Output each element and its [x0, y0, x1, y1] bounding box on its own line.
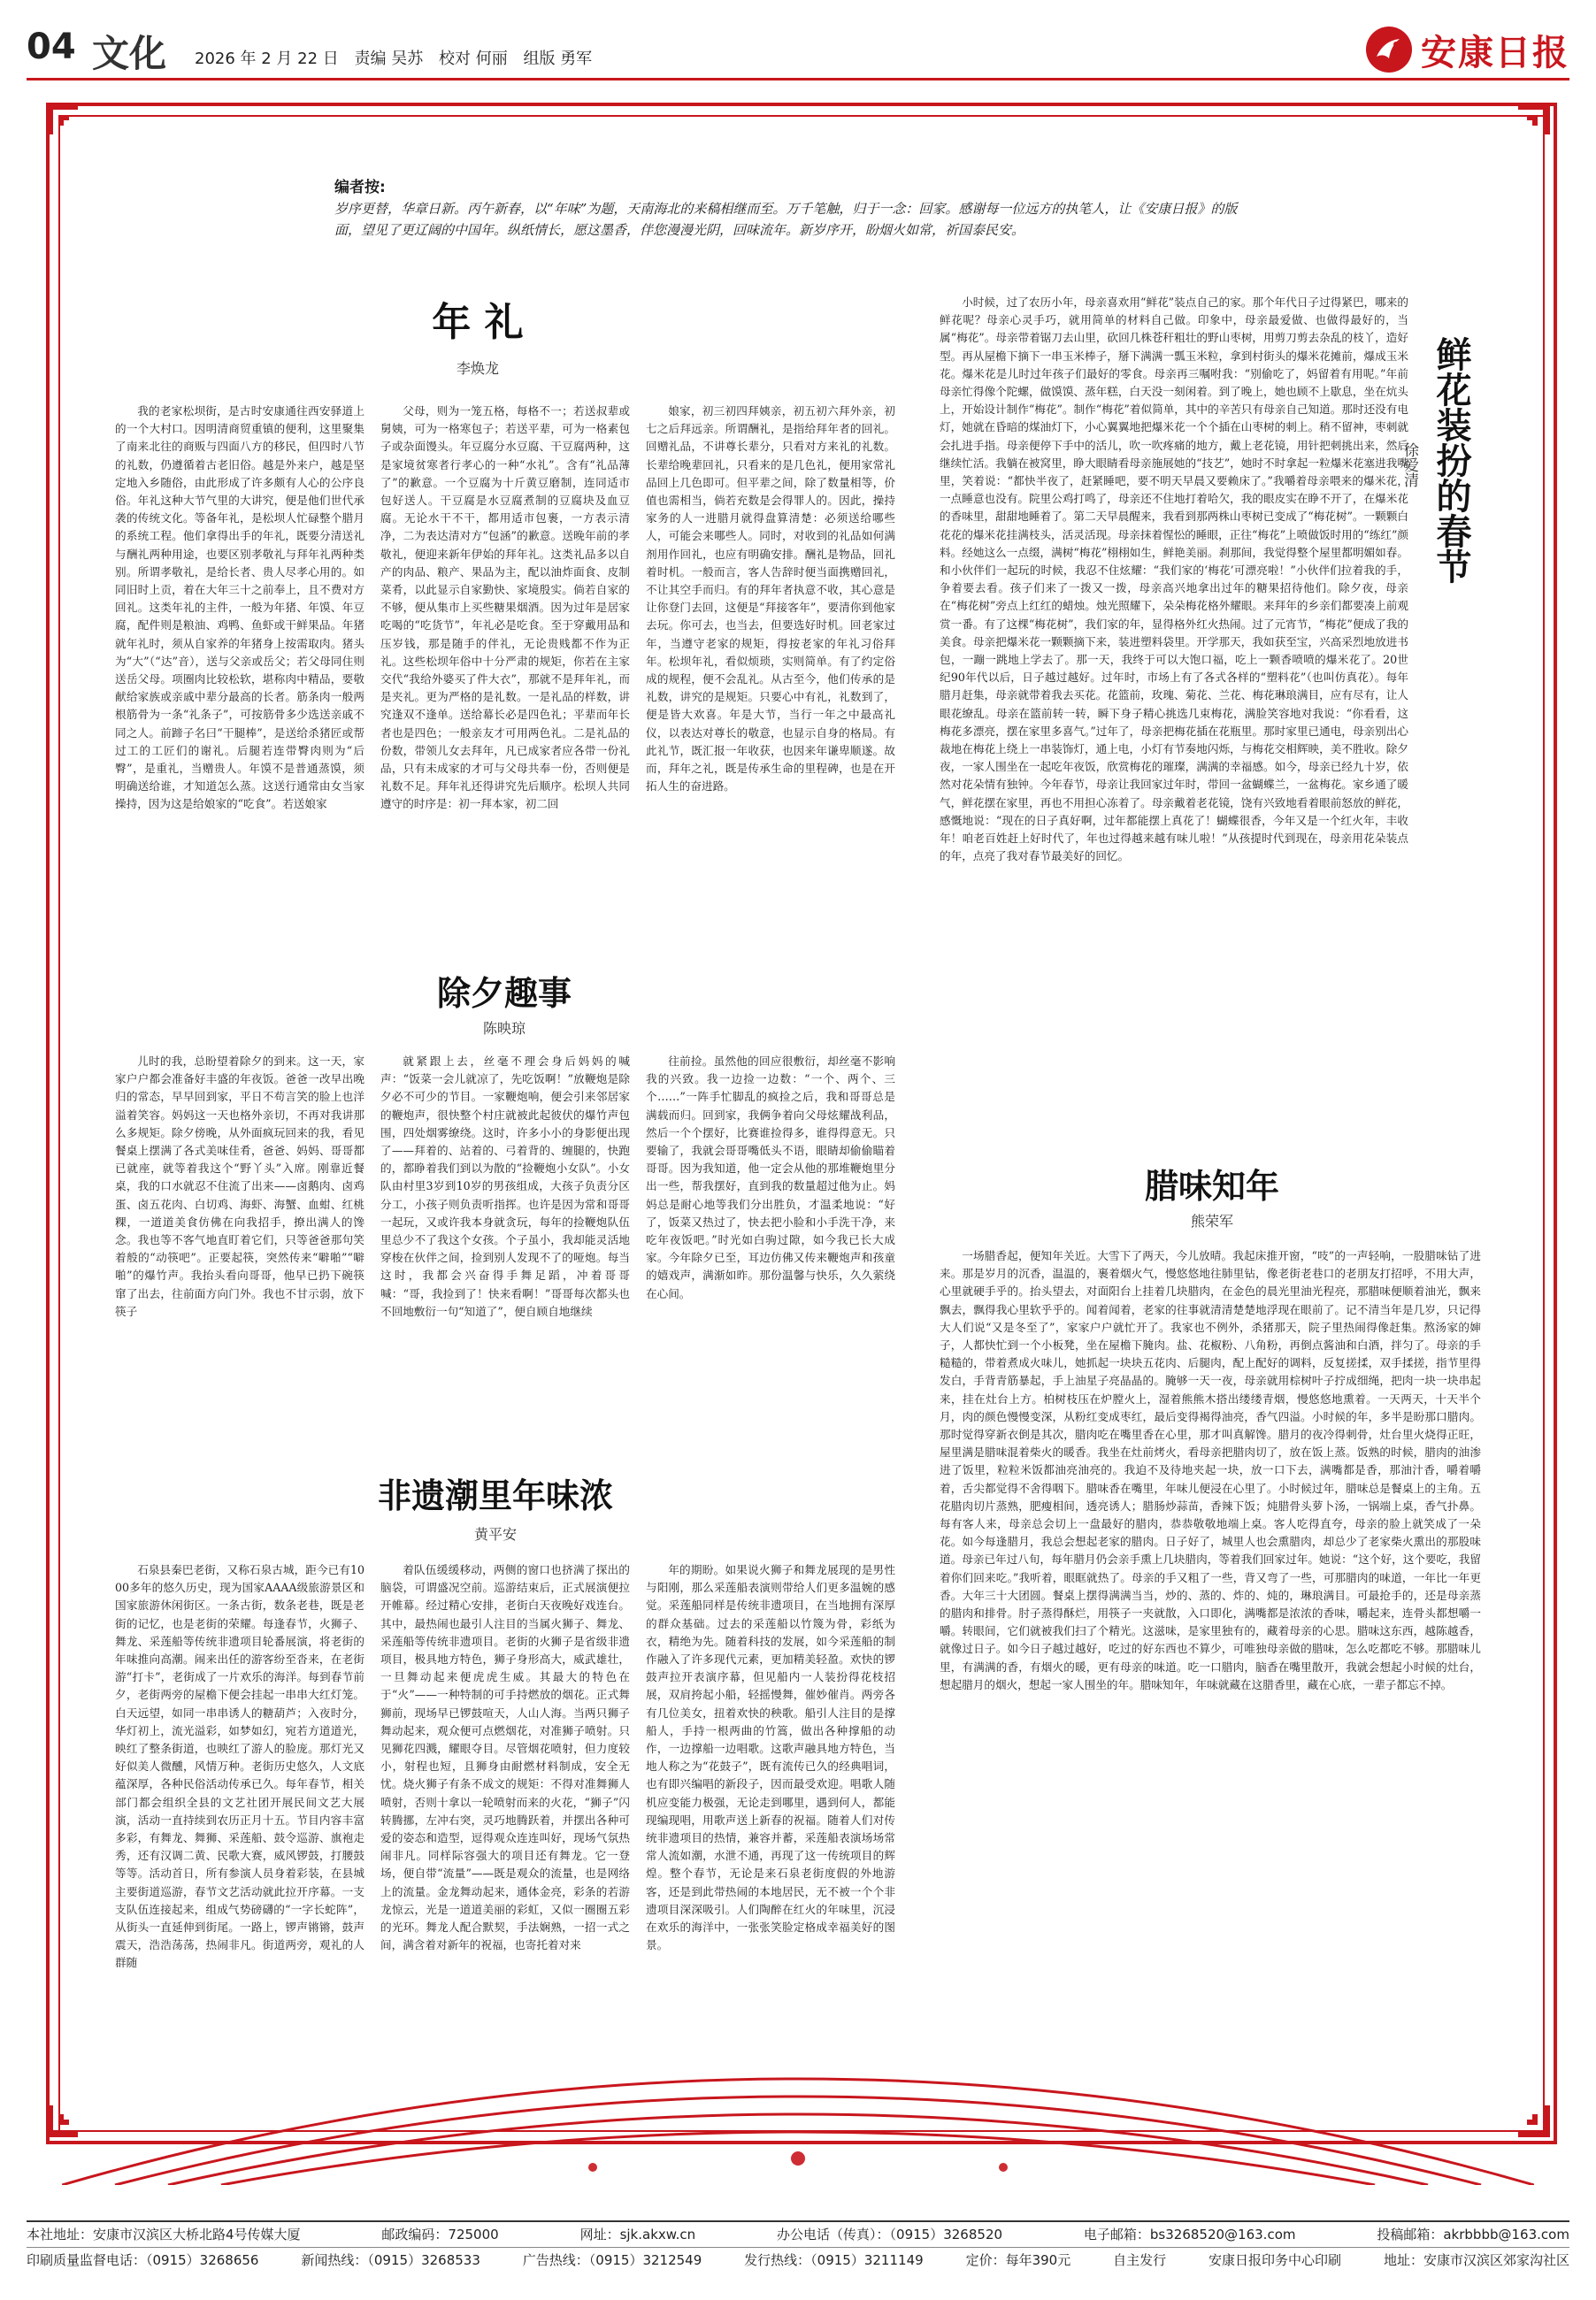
article-body-chuxi-col1: 儿时的我，总盼望着除夕的到来。这一天，家家户户都会准备好丰盛的年夜饭。爸爸一改早出晚归的常态，早早回到家，平日不苟言笑的脸上也洋溢着笑容。妈妈这一天也格外亲切，不再对我讲那么多规矩。除夕傍晚，从外面疯玩回来的我，看见餐桌上摆满了各式美味佳肴，爸爸、妈妈、哥哥都已就座，就等着我这个“野丫头”入席。刚靠近餐桌，我的口水就忍不住流了出来——卤鹅肉、卤鸡蛋、卤五花肉、白切鸡、海虾、海蟹、血蚶、红桃粿，一道道美食仿佛在向我招手，撩出满人的馋念。我也等不客气地直盯着它们，只等爸爸那句笑着般的“动筷吧”。正要起筷，突然传来“噼啪”“噼啪”的爆竹声。我抬头看向哥哥，他早已扔下碗筷窜了出去，往前面方向门外。我也不甘示弱，放下筷子	[115, 1054, 364, 1318]
footer-email: 电子邮箱：bs3268520@163.com	[1083, 2227, 1296, 2242]
footer-quality-phone: 印刷质量监督电话：（0915）3268656	[27, 2252, 259, 2268]
footer-ad-hotline: 广告热线：（0915）3212549	[522, 2252, 702, 2268]
footer-website: 网址：sjk.akxw.cn	[579, 2227, 696, 2242]
footer-distribution-hotline: 发行热线：（0915）3211149	[744, 2252, 924, 2268]
footer-row-hotlines	[27, 2247, 1569, 2273]
footer-address: 本社地址：安康市汉滨区大桥北路4号传媒大厦	[27, 2227, 301, 2242]
article-body-xianhua: 小时候，过了农历小年，母亲喜欢用“鲜花”装点自己的家。那个年代日子过得紧巴，哪来的鲜花呢？母亲心灵手巧，就用简单的材料自己做。印象中，母亲最爱做、也做得最好的，当属“梅花”。母亲带着锯刀去山里，砍回几株苍秆粗壮的野山枣树，用剪刀剪去杂乱的枝丫，造好型。再从屋檐下摘下一串玉米棒子，掰下满满一瓢玉米粒，拿到村街头的爆米花摊前，爆成玉米花。爆米花是儿时过年孩子们最好的零食。母亲再三嘱咐我：“别偷吃了，妈留着有用呢。”年前母亲忙得像个陀螺，做馍馍、蒸年糕，白天没一刻闲着。到了晚上，她也顾不上歇息，坐在炕头上，开始设计制作“梅花”。制作“梅花”着似简单，其中的辛苦只有母亲自己知道。那时还没有电灯，她就在昏暗的煤油灯下，小心翼翼地把爆米花一个个插在山枣树的刺上。稍不留神，枣刺就会扎进手指。母亲便停下手中的活儿，吹一吹疼痛的地方，戴上老花镜，用针把刺挑出来，然后继续忙活。我躺在被窝里，睁大眼睛看母亲施展她的“技艺”，她时不时拿起一粒爆米花塞进我嘴里，笑着说：“都快半夜了，赶紧睡吧，要不明天早晨又要赖床了。”我嚼着母亲喂来的爆米花，一点睡意也没有。院里公鸡打鸣了，母亲还不住地打着哈欠，我的眼皮实在睁不开了，在爆米花的香味里，甜甜地睡着了。第二天早晨醒来，我看到那两株山枣树已变成了“梅花树”。一颗颗白花花的爆米花挂满枝头，活灵活现。母亲抹着惺忪的睡眼，正往“梅花”上喷做饭时用的“练红”颜料。经她这么一点缀，满树“梅花”栩栩如生，鲜艳美丽。刹那间，我觉得整个屋里都明媚如春。和小伙伴们一起玩的时候，我忍不住炫耀：“我们家的‘梅花’可漂亮啦！”小伙伴们拉着我的手，争着要去看。孩子们来了一拨又一拨，母亲高兴地拿出过年的糖果招待他们。除夕夜，母亲在“梅花树”旁点上红红的蜡烛。烛光照耀下，朵朵梅花格外耀眼。来拜年的乡亲们都要凑上前观赏一番。有了这棵“梅花树”，我们家的年，显得格外红火热闹。过了元宵节，“梅花”便成了我的美食。母亲把爆米花一颗颗摘下来，装进塑料袋里。开学那天，我如获至宝，兴高采烈地放进书包，一蹦一跳地上学去了。那一天，我终于可以大饱口福，吃上一颗香喷喷的爆米花了。20世纪90年代以后，日子越过越好。过年时，市场上有了各式各样的“塑料花”（也叫仿真花）。每年腊月赶集，母亲就带着我去买花。花篮前，玫瑰、菊花、兰花、梅花琳琅满目，应有尽有，让人眼花缭乱。母亲在篮前转一转，瞬下身子精心挑选几束梅花，满脸笑容地对我说：“你看看，这梅花多漂亮，摆在家里多喜气。”过年了，母亲把梅花插在花瓶里。那时家里已通电，母亲别出心裁地在梅花上绕上一串装饰灯，通上电，小灯有节奏地闪烁，与梅花交相辉映，美不胜收。除夕夜，一家人围坐在一起吃年夜饭，欣赏梅花的璀璨，满满的幸福感。如今，母亲已经九十岁，依然对花朵情有独钟。今年春节，母亲让我回家过年时，带回一盆蝴蝶兰，一盆梅花。家乡通了暖气，鲜花摆在家里，再也不用担心冻着了。母亲戴着老花镜，饶有兴致地看着眼前怒放的鲜花，感慨地说：“现在的日子真好啊，过年都能摆上真花了！蝴蝶很香，今年又是一个红火年，丰收年！咱老百姓赶上好时代了，年也过得越来越有味儿啦！”从孩提时代到现在，母亲用花朵装点的年，点亮了我对春节最美好的回忆。	[940, 295, 1408, 863]
corner-ornament-icon	[42, 99, 92, 149]
article-author-nianli: 李焕龙	[456, 360, 499, 377]
article-title-chuxi: 除夕趣事	[436, 974, 572, 1013]
editor-note-text: 岁序更替，华章日新。丙午新春，以“年味”为题，天南海北的来稿相继而至。万千笔触，归于一念：回家。感谢每一位远方的执笔人，让《安康日报》的版面，望见了更辽阔的中国年。纵纸情长，愿这墨香，伴您漫漫光阴，回味流年。新岁序开，盼烟火如常，祈国泰民安。	[334, 201, 1238, 238]
page-footer	[27, 2220, 1569, 2273]
editor-credit: 责编 吴苏	[354, 50, 424, 68]
article-body-feiyi-col2: 着队伍缓缓移动，两侧的窗口也挤满了探出的脑袋，可谓盛况空前。巡游结束后，正式展演便拉开帷幕。经过精心安排，老街白天夜晚好戏连台。其中，最热闹也最引人注目的当属火狮子、舞龙、采莲船等传统非遗项目。老街的火狮子是省级非遗项目，极具地方特色，狮子身形高大，威武雄壮，一旦舞动起来便虎虎生威。其最大的特色在于“火”——一种特制的可手持燃放的烟花。正式舞狮前，现场早已锣鼓喧天，人山人海。当两只狮子舞动起来，观众便可点燃烟花，对准狮子喷射。只见狮花四溅，耀眼夺目。尽管烟花喷射，但力度较小，射程也短，且狮身由耐燃材料制成，安全无忧。烧火狮子有条不成文的规矩：不得对准舞狮人喷射，否则十拿以一轮喷射而来的火花，“狮子”闪转腾挪，左冲右突，灵巧地腾跃着，并摆出各种可爱的姿态和造型，逗得观众连连叫好，现场气氛热闹非凡。同样际容强大的项目还有舞龙。它一登场，便自带“流量”——既是观众的流量，也是网络上的流量。金龙舞动起来，通体金亮，彩条的若游龙惊云，光是一道道美丽的彩虹，又似一圈圈五彩的光环。舞龙人配合默契，手法娴熟，一招一式之间，满含着对新年的祝福，也寄托着对来	[380, 1563, 630, 1952]
footer-printer-address: 地址：安康市汉滨区郊家沟社区	[1383, 2252, 1569, 2268]
article-body-nianli-col2: 父母，则为一笼五格，每格不一；若送叔辈或舅姨，可为一格寒包子；若送平辈，可为一格素包子或杂面馒头。年豆腐分水豆腐、干豆腐两种，这是家境贫寒者行孝心的一种“水礼”。含有“礼品薄了”的歉意。一个豆腐为十斤黄豆磨制，连同适市包好送人。干豆腐是水豆腐煮制的豆腐块及血豆腐。无论水干不干，都用适市包裹，一方表示清净，二为表达清对方“包涵”的歉意。送晚年前的孝敬礼，便迎来新年伊始的拜年礼。这类礼品多以自产的肉品、粮产、果品为主，配以油炸面食、皮制菜肴，以此显示自家勤快、家境殷实。倘若自家的不够，便从集市上买些糖果烟酒。因为过年是居家吃喝的“吃货节”，年礼必是吃食。至于穿戴用品和压岁钱，那是随手的伴礼，无论贵贱都不作为正礼。这些松坝年俗中十分严肃的规矩，你若在主家交代“我给外婆买了件大衣”，那就不是拜年礼，而是夹礼。更为严格的是礼数。一是礼品的样数，讲究逢双不逢单。送给幕长必是四色礼；平辈而年长者也是四色；一般亲友才可用两色礼。二是礼品的份数，带领儿女去拜年，凡已成家者应各带一份礼品，只有未成家的才可与父母共奉一份，否则便是礼数不足。拜年礼还得讲究先后顺序。松坝人共同遵守的时序是：初一拜本家，初二回	[380, 404, 630, 811]
page-meta	[195, 46, 602, 69]
footer-price: 定价：每年390元	[965, 2252, 1071, 2268]
fan-ornament-icon	[62, 2061, 1534, 2185]
footer-postcode: 邮政编码：725000	[381, 2227, 499, 2242]
newspaper-logo	[1364, 25, 1569, 74]
article-author-chuxi: 陈映琼	[482, 1020, 526, 1037]
article-body-feiyi-col1: 石泉县秦巴老街，又称石泉古城，距今已有1000多年的悠久历史，现为国家AAAA级旅游景区和国家旅游休闲街区。一条古街，数条老巷，既是老街的记忆，也是老街的荣耀。每逢春节，火狮子、舞龙、采莲船等传统非遗项目轮番展演，将老街的年味推向高潮。闹来出任的游客纷至沓来，在老街游“打卡”，老街成了一片欢乐的海洋。每到春节前夕，老街两旁的屋檐下便会挂起一串串大红灯笼。白天远望，如同一串串诱人的糖葫芦；入夜时分，华灯初上，流光溢彩，如梦如幻，宛若方道道光，映红了整条街道，也映红了游人的脸庞。那灯光又好似美人微醺，风情万种。老街历史悠久，人文底蕴深厚，各种民俗活动传承已久。每年春节，相关部门都会组织全县的文艺社团开展民间文艺大展演，活动一直持续到农历正月十五。节目内容丰富多彩，有舞龙、舞狮、采莲船、鼓令巡游、旗袍走秀，还有汉调二黄、民歌大赛，威风锣鼓，打腰鼓等等。活动首日，所有参演人员身着彩装，在县城主要街道巡游，春节文艺活动就此拉开序幕。一支支队伍连接起来，组成气势磅礴的“一字长蛇阵”，从街头一直延伸到街尾。一路上，锣声锵锵，鼓声震天，浩浩荡荡，热闹非凡。街道两旁，观礼的人群随	[115, 1563, 364, 1970]
footer-news-hotline: 新闻热线：（0915）3268533	[301, 2252, 480, 2268]
footer-self-distribution: 自主发行	[1113, 2252, 1167, 2268]
proofreader-credit: 校对 何丽	[438, 50, 508, 68]
article-title-larou: 腊味知年	[1144, 1167, 1279, 1206]
article-body-chuxi-col3: 往前捡。虽然他的回应很敷衍，却丝毫不影响我的兴致。我一边捡一边数：“一个、两个、三个……”一阵手忙脚乱的疯捡之后，我和哥哥总是满载而归。回到家，我俩争着向父母炫耀战利品，然后一个个摆好，比赛谁捡得多，谁得得意无。只要输了，我就会哥哥嘴低头不语，眼睛却偷偷瞄着哥哥。因为我知道，他一定会从他的那堆鞭炮里分出一些，帮我摆好，直到我的数量超过他为止。妈妈总是耐心地等我们分出胜负，才温柔地说：“好了，饭菜又热过了，快去把小脸和小手洗干净，来吃年夜饭吧。”时光如白驹过隙，如今我已长大成家。今年除夕已至，耳边仿佛又传来鞭炮声和孩童的嬉戏声，满渐如昨。那份温馨与快乐，久久萦绕在心间。	[646, 1054, 895, 1300]
editor-note-label: 编者按:	[334, 179, 386, 196]
page-masthead	[27, 19, 1569, 80]
article-body-larou: 一场腊香起，便知年关近。大雪下了两天，今儿放晴。我起床推开窗，“吱”的一声轻响，一股腊味钻了进来。那是岁月的沉香，温温的，裹着烟火气，慢悠悠地往肺里钻，像老街老巷口的老朋友打招呼，不用大声，心里就硬手乎的。抬头望去，对面阳台上挂着几块腊肉，在金色的晨光里油光程亮，那腊味便顺着油光，飘来飘去，飘得我心里软乎乎的。闻着闻着，老家的往事就清清楚楚地浮现在眼前了。记不清当年是几岁，只记得大人们说“又是冬至了”，家家户户就忙开了。我家也不例外，杀猪那天，院子里热闹得像赶集。熬汤家的婶子，人都快忙到一个小板凳，坐在屋檐下腌肉。盐、花椒粉、八角粉，再倒点酱油和白酒，拌匀了。母亲的手糙糙的，带着煮成火味儿，她抓起一块块五花肉、后腿肉，配上配好的调料，反复搓揉，双手揉搓，指节里得发白，手背青筋暴起，手上油星子亮晶晶的。腌够一天一夜，母亲就用棕树叶子拧成细绳，把肉一块一块串起来，挂在灶台上方。柏树枝压在炉膛火上，湿着熊熊木搭出缕缕青烟，慢悠悠地熏着。一天两天，十天半个月，肉的颜色慢慢变深，从粉红变成枣红，最后变得褐得油亮，香气四溢。小时候的年，多半是盼那口腊肉。那时觉得穿新衣倒是其次，腊肉吃在嘴里香在心里，那才叫真解馋。腊月的夜冷得刺骨，灶台里火烧得正旺，屋里满是腊味混着柴火的暖香。我坐在灶前烤火，看母亲把腊肉切了，放在饭上蒸。饭熟的时候，腊肉的油渗进了饭里，粒粒米饭都油亮油亮的。我迫不及待地夹起一块，放一口下去，满嘴都是香，那油汁香，嚼着嚼着，舌尖都觉得不舍得咽下。腊味香在嘴里，年味儿便浸在心里了。小时候过年，腊味总是餐桌上的主角。五花腊肉切片蒸熟，肥瘦相间，透亮诱人；腊肠炒蒜苗，香辣下饭；炖腊骨头萝卜汤，一锅端上桌，香气扑鼻。每有客人来，母亲总会切上一盘最好的腊肉，恭恭敬敬地端上桌。客人吃得直夸，母亲的脸上就笑成了一朵花。如今每逢腊月，我总会想起老家的腊肉。日子好了，城里人也会熏腊肉，却总少了老家柴火熏出的那股味道。母亲已年过八旬，每年腊月仍会亲手熏上几块腊肉，等着我们回家过年。她说：“这个好，这个要吃，我留着你们回来吃。”我听着，眼眶就热了。母亲的手又粗了一些，背又弯了一些，可那腊肉的味道，一年比一年更香。大年三十大团圆。餐桌上摆得满满当当，炒的、蒸的、炸的、炖的，琳琅满目。可最抢手的，还是母亲蒸的腊肉和排骨。肘子蒸得酥烂，用筷子一夹就散，入口即化，满嘴都是浓浓的香味，嚼起来，连骨头都想嚼一嚼。转眼间，它们就被我们扫了个精光。这滋味，是家里独有的，藏着母亲的心思。腊味这东西，越陈越香，就像过日子。如今日子越过越好，吃过的好东西也不算少，可唯独母亲做的腊味，怎么吃都吃不够。那腊味儿里，有满满的香，有烟火的暖，更有母亲的味道。吃一口腊肉，脑香在嘴里散开，我就会想起小时候的灶台，想起腊月的烟火，想起一家人围坐的年。腊味知年，年味就藏在这腊香里，藏在心底，一辈子都忘不掉。	[940, 1249, 1481, 1691]
footer-row-contacts	[27, 2222, 1569, 2247]
newspaper-name: 安康日报	[1421, 31, 1569, 73]
article-body-feiyi-col3: 年的期盼。如果说火狮子和舞龙展现的是男性与阳刚，那么采莲船表演则带给人们更多温婉的感觉。采莲船同样是传统非遗项目，在当地拥有深厚的群众基础。过去的采莲船以竹篾为骨，彩纸为衣，精绝为先。随着科技的发展，如今采莲船的制作融入了许多现代元素，更加精美轻盈。欢快的锣鼓声拉开表演序幕，但见船内一人装扮得花枝招展，双肩挎起小船，轻摇慢舞，催妙催肖。两旁各有几位美女，扭着欢快的秧歌。船引人注目的是撑船人，手持一根两曲的竹篙，做出各种撑船的动作，一边撑船一边唱歌。这歌声融具地方特色，当地人称之为“花鼓子”，既有流传已久的经典唱词，也有即兴编唱的新段子，因而最受欢迎。唱歌人随机应变能力极强，无论走到哪里，遇到何人，都能现编现唱，用歌声送上新春的祝福。随着人们对传统非遗项目的热情，兼容并蓄，采莲船表演场场常常人流如潮，水泄不通，再现了这一传统项目的辉煌。整个春节，无论是来石泉老街度假的外地游客，还是到此带热闹的本地居民，无不被一个个非遗项目深深吸引。人们陶醉在红火的年味里，沉浸在欢乐的海洋中，一张张笑脸定格成幸福美好的图景。	[646, 1563, 895, 1952]
article-title-feiyi: 非遗潮里年味浓	[377, 1476, 613, 1515]
corner-ornament-icon	[1504, 99, 1554, 149]
article-title-nianli: 年 礼	[432, 300, 524, 345]
editor-note	[334, 177, 1258, 241]
article-title-xianhua: 鲜花装扮的春节	[1431, 336, 1471, 584]
logo-emblem-icon	[1364, 25, 1414, 74]
footer-submission-email: 投稿邮箱：akrbbbb@163.com	[1377, 2227, 1569, 2242]
article-body-chuxi-col2: 就紧跟上去，丝毫不理会身后妈妈的喊声：“饭菜一会儿就凉了，先吃饭啊！”放鞭炮是除夕必不可少的节目。一家鞭炮响，便会引来邻居家的鞭炮声，很快整个村庄就被此起彼伏的爆竹声包围，四处烟雾缭绕。这时，许多小小的身影便出现了——拜着的、站着的、弓着背的、缠腿的，快跑的，都睁着我们到以为散的“捡鞭炮小女队”。小女队由村里3岁到10岁的男孩组成，大孩子负责分区分工，小孩子则负责听指挥。也许是因为常和哥哥一起玩，又或许我本身就贪玩，每年的捡鞭炮队伍里总少不了我这个女孩。个子虽小，我却能灵活地穿梭在伙伴之间，捡到别人发现不了的哑炮。每当这时，我都会兴奋得手舞足蹈，冲着哥哥喊：“哥，我捡到了！快来看啊！”哥哥每次都头也不回地敷衍一句“知道了”，便自顾自地继续	[380, 1054, 630, 1318]
section-name: 文化	[92, 32, 167, 75]
article-body-nianli-col3: 娘家，初三初四拜姨亲，初五初六拜外亲，初七之后拜远亲。所谓酬礼，是指给拜年者的回礼。回赠礼品，不讲尊长辈分，只看对方来礼的礼数。长辈给晚辈回礼，只看来的是几色礼，便用家常礼品回上几色即可。但平辈之间，除了数量相等，价值也需相当，倘若充数是会得罪人的。因此，操持家务的人一进腊月就得盘算清楚：必须送给哪些人，可能会来哪些人。同时，对收到的礼品如何满剂用作回礼，也应有明确安排。酬礼是物品，回礼着时机。一般而言，客人告辞时便当面携赠回礼，不让其空手而归。有的拜年者执意不收，其心意是让你登门去回，这便是“拜接客年”，要清你到他家去玩。你可去，也当去，但要选好时机。回老家过年，当遵守老家的规矩，得按老家的年礼习俗拜年。松坝年礼，看似烦琐，实则简单。有了约定俗成的规程，便不会乱礼。从古至今，他们传承的是礼数，讲究的是规矩。只要心中有礼，礼数到了，便是皆大欢喜。年是大节，当行一年之中最高礼仪，以表达对尊长的敬意，也显示自身的格局。有此礼节，既汇报一年收获，也因来年谦卑顺遂。故而，拜年之礼，既是传承生命的里程碑，也是在开拓人生的奋进路。	[646, 404, 895, 794]
article-author-feiyi: 黄平安	[473, 1526, 517, 1543]
article-author-xianhua: 徐爱清	[1400, 442, 1418, 487]
footer-printer: 安康日报印务中心印刷	[1209, 2252, 1342, 2268]
issue-date: 2026 年 2 月 22 日	[195, 50, 339, 68]
layout-credit: 组版 勇军	[523, 50, 593, 68]
footer-office-phone: 办公电话（传真）：（0915）3268520	[777, 2227, 1003, 2242]
article-author-larou: 熊荣军	[1190, 1213, 1233, 1230]
page-number: 04	[27, 27, 76, 67]
article-body-nianli-col1: 我的老家松坝街，是古时安康通往西安驿道上的一个大村口。因明清商贸重镇的便利，这里聚集了南来北往的商贩与四面八方的移民，但四时八节的礼数，仍遵循着古老旧俗。越是外来户，越是坚定地入乡随俗，由此形成了许多颇有人心的公序良俗。年礼这种大节气里的大讲究，便是他们世代承袭的传统文化。等备年礼，是松坝人忙碌整个腊月的系统工程。他们拿得出手的年礼，既要分清送礼与酬礼两种用途，也要区别孝敬礼与拜年礼两种类别。所谓孝敬礼，是给长者、贵人尽孝心用的。如同旧时上贡，着在大年三十之前奉上，且不费对方回礼。这类年礼的主件，一般为年猪、年馍、年豆腐，配件则是粮油、鸡鸭、鱼虾或干鲜果品。年猪就年礼时，须从自家养的年猪身上按需取肉。猪头为“大”（“达”音），送与父亲或岳父；若父母同住则送岳父母。项圈肉比较松软，堪称肉中精品，要敬献给家族或亲戚中辈分最高的长者。筋条肉一般两根筋骨为一条“礼条子”，可按筋骨多少选送亲戚不同之人。前蹄子名曰“干腿棒”，是送给杀猪匠或帮过工的工匠们的谢礼。后腿若连带臀肉则为“后臀”，是重礼，当赠贵人。年馍不是普通蒸馍，须明确送给谁，才知道怎么蒸。这送行通常由女当家操持，因为这是给娘家的“吃食”。若送娘家	[115, 404, 364, 811]
